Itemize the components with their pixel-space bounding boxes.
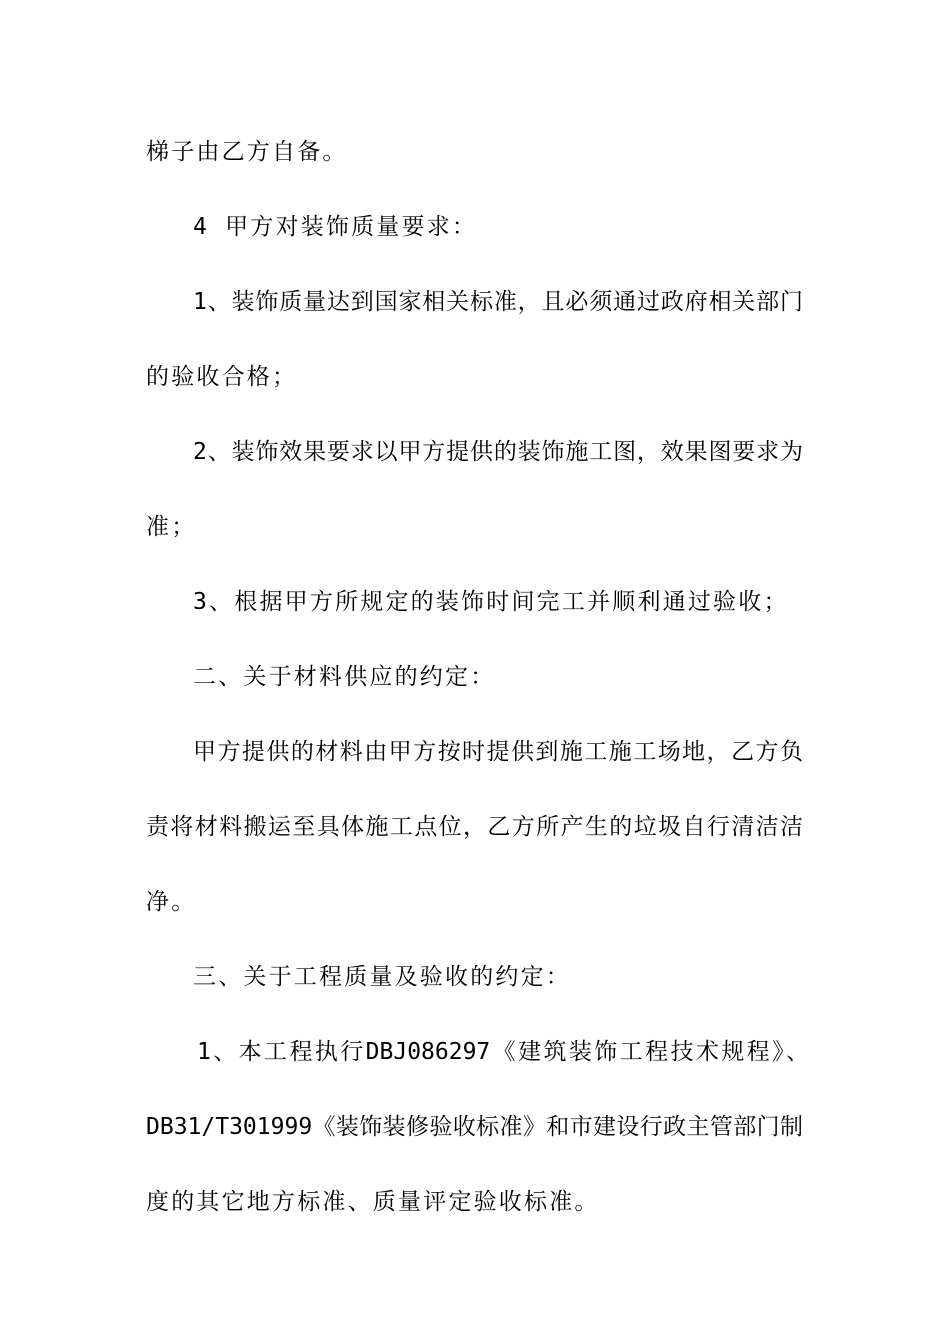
list-item-1: 1、本工程执行DBJ086297《建筑装饰工程技术规程》、 xyxy=(197,1039,809,1065)
paragraph-line: DB31/T301999《装饰装修验收标准》和市建设行政主管部门制 xyxy=(146,1114,803,1140)
section-heading: 4 甲方对装饰质量要求： xyxy=(193,214,478,240)
section-heading: 三、关于工程质量及验收的约定： xyxy=(193,964,571,990)
list-item-2: 2、装饰效果要求以甲方提供的装饰施工图，效果图要求为 xyxy=(193,439,803,465)
paragraph-line: 度的其它地方标准、质量评定验收标准。 xyxy=(146,1189,600,1215)
paragraph-line: 甲方提供的材料由甲方按时提供到施工施工场地，乙方负 xyxy=(193,739,803,765)
list-item-1: 1、装饰质量达到国家相关标准，且必须通过政府相关部门 xyxy=(193,289,803,315)
paragraph-line: 准； xyxy=(146,514,197,540)
list-item-3: 3、根据甲方所规定的装饰时间完工并顺利通过验收； xyxy=(193,589,789,615)
paragraph-line: 净。 xyxy=(146,889,197,915)
section-heading: 二、关于材料供应的约定： xyxy=(193,664,496,690)
paragraph-line: 梯子由乙方自备。 xyxy=(146,139,348,165)
paragraph-line: 的验收合格； xyxy=(146,364,298,390)
paragraph-line: 责将材料搬运至具体施工点位，乙方所产生的垃圾自行清洁洁 xyxy=(146,814,803,840)
